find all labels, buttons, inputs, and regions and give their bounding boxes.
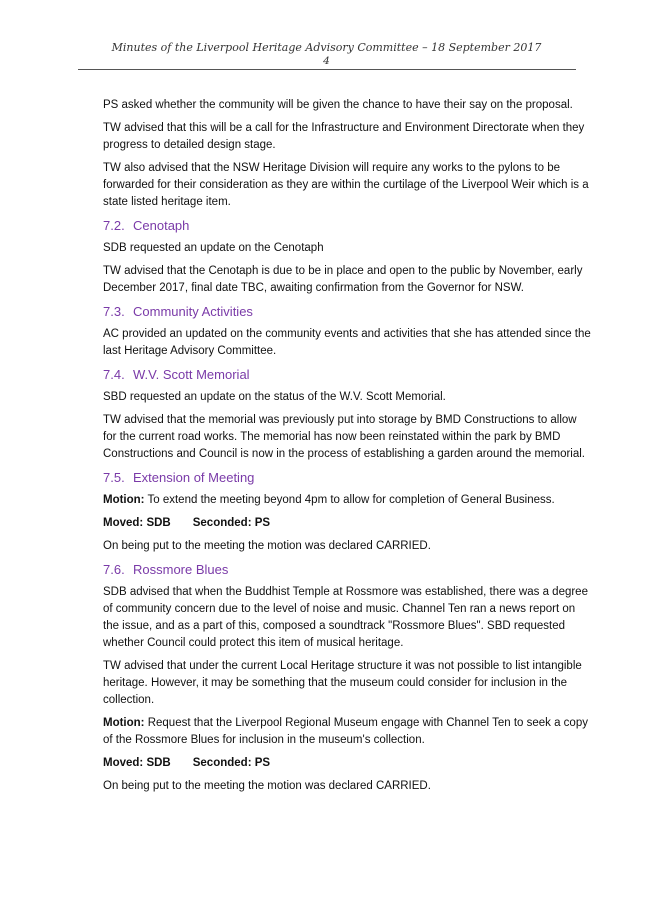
- moved-seconded-line: [103, 515, 593, 532]
- motion-paragraph: [103, 715, 593, 749]
- moved-by: Moved: SDB: [103, 517, 171, 529]
- paragraph: SDB requested an update on the Cenotaph: [103, 242, 324, 254]
- page-number: 4: [323, 55, 330, 67]
- motion-label: Motion:: [103, 494, 145, 506]
- section-heading-extension-of-meeting: [103, 469, 593, 487]
- motion-result: On being put to the meeting the motion was declared CARRIED.: [103, 780, 431, 792]
- paragraph: TW advised that the Cenotaph is due to be in place and open to the public by November, early December 2017, final date TBC, awaiting confirmation from the Governor for NSW.: [103, 265, 583, 294]
- section-number: 7.6.: [103, 562, 125, 577]
- page-header-title: Minutes of the Liverpool Heritage Advisory Committee – 18 September 2017: [111, 41, 542, 54]
- moved-by: Moved: SDB: [103, 757, 171, 769]
- motion-text: To extend the meeting beyond 4pm to allow for completion of General Business.: [144, 494, 555, 506]
- section-number: 7.2.: [103, 218, 125, 233]
- seconded-by: Seconded: PS: [192, 757, 271, 769]
- section-heading-cenotaph: [103, 217, 593, 235]
- moved-seconded-line: [103, 755, 593, 772]
- motion-text: Request that the Liverpool Regional Museum engage with Channel Ten to seek a copy of the Rossmore Blues for inclusion in the museum's collection.: [103, 717, 588, 746]
- motion-label: Motion:: [103, 717, 145, 729]
- section-number: 7.3.: [103, 304, 125, 319]
- section-title: W.V. Scott Memorial: [133, 367, 250, 382]
- paragraph: TW advised that the memorial was previously put into storage by BMD Constructions to allow for the current road works. The memorial has now been reinstated within the park by BMD Constructions and Council is now in the process of establishing a garden around the memorial.: [103, 414, 585, 460]
- paragraph: AC provided an updated on the community events and activities that she has attended since the last Heritage Advisory Committee.: [103, 328, 591, 357]
- paragraph: TW advised that this will be a call for the Infrastructure and Environment Directorate when they progress to detailed design stage.: [103, 122, 585, 151]
- paragraph: TW also advised that the NSW Heritage Division will require any works to the pylons to be forwarded for their consideration as they are within the curtilage of the Liverpool Weir which is a state listed heritage item.: [103, 162, 589, 208]
- section-heading-community-activities: [103, 303, 593, 321]
- paragraph: TW advised that under the current Local Heritage structure it was not possible to list intangible heritage. However, it may be something that the museum could consider for inclusion in the collection.: [103, 660, 582, 706]
- header-rule: [78, 69, 576, 70]
- paragraph: SBD requested an update on the status of the W.V. Scott Memorial.: [103, 391, 446, 403]
- section-number: 7.5.: [103, 470, 125, 485]
- section-heading-rossmore-blues: [103, 561, 593, 579]
- paragraph: PS asked whether the community will be given the chance to have their say on the proposal.: [103, 99, 573, 111]
- section-heading-scott-memorial: [103, 366, 593, 384]
- section-title: Community Activities: [133, 304, 253, 319]
- motion-result: On being put to the meeting the motion was declared CARRIED.: [103, 540, 431, 552]
- section-number: 7.4.: [103, 367, 125, 382]
- motion-paragraph: [103, 492, 593, 509]
- section-title: Rossmore Blues: [133, 562, 229, 577]
- minutes-body: [103, 97, 593, 801]
- paragraph: SDB advised that when the Buddhist Temple at Rossmore was established, there was a degree of community concern due to the level of noise and music. Channel Ten ran a news report on the issue, and as a part of this, composed a soundtrack "Rossmore Blues". SBD requested whether Council could protect this item of musical heritage.: [103, 586, 588, 649]
- seconded-by: Seconded: PS: [192, 517, 271, 529]
- section-title: Cenotaph: [133, 218, 190, 233]
- section-title: Extension of Meeting: [133, 470, 255, 485]
